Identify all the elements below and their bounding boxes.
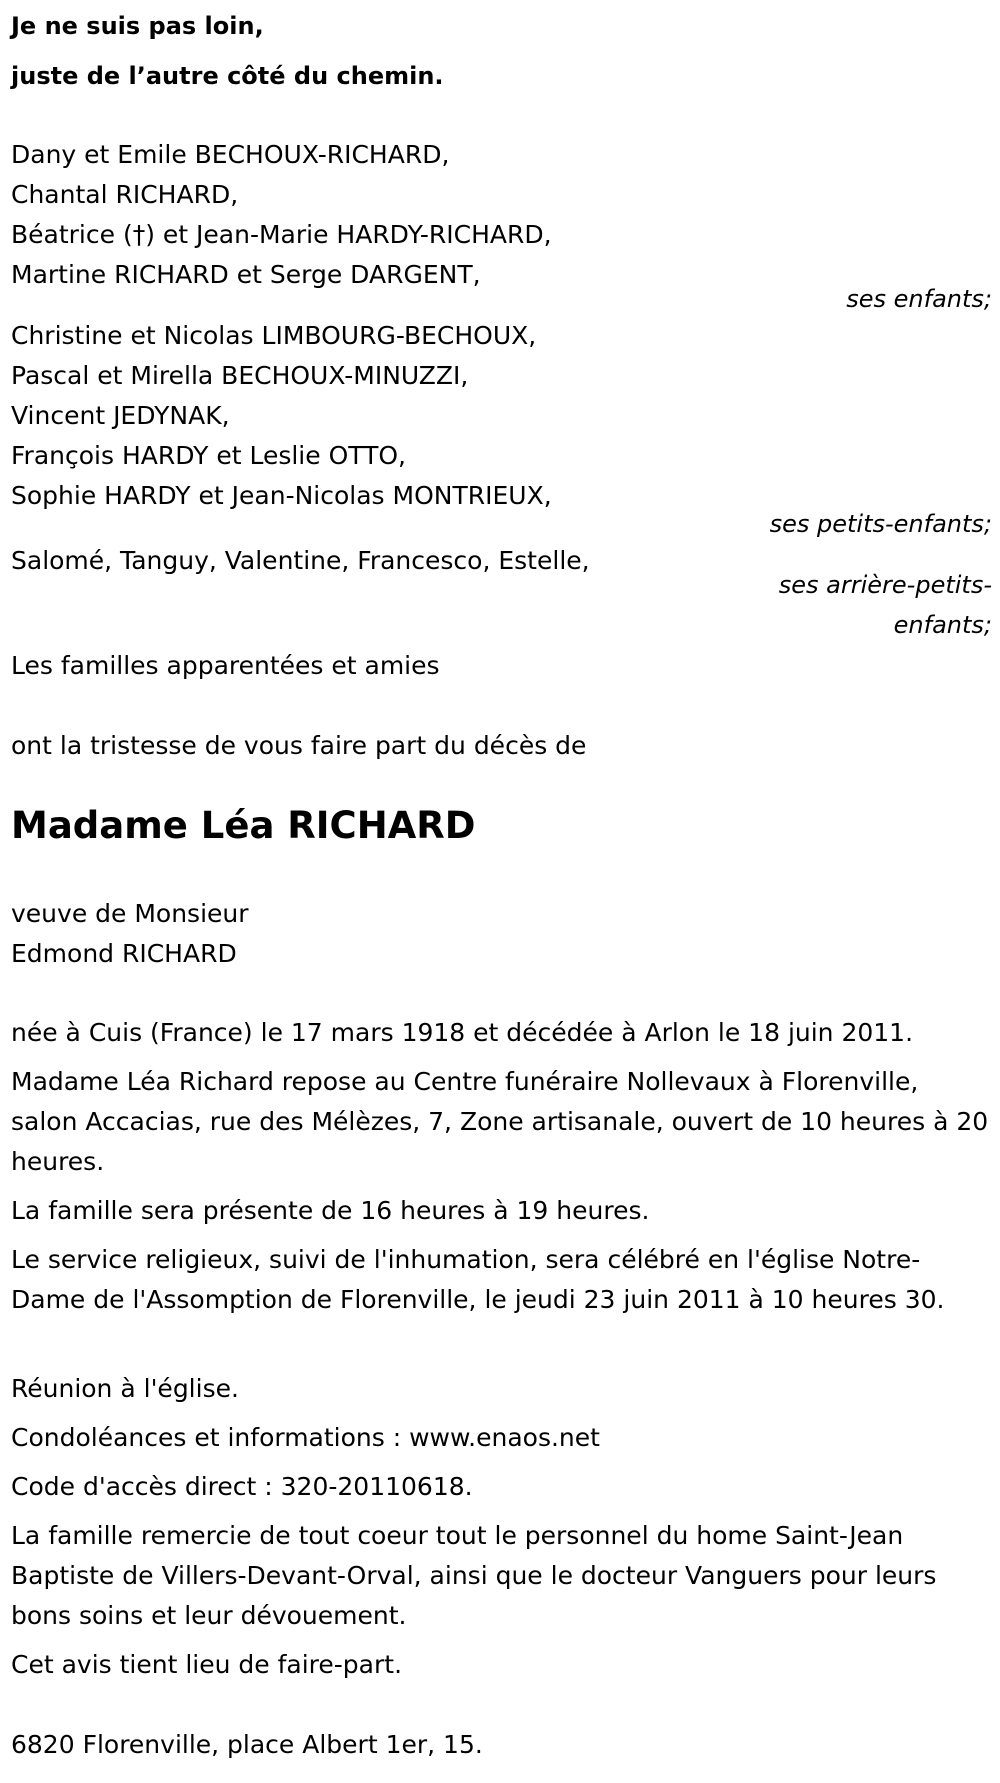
list-item: Martine RICHARD et Serge DARGENT,: [11, 260, 481, 289]
list-item: Sophie HARDY et Jean-Nicolas MONTRIEUX,: [11, 481, 552, 510]
list-item: Béatrice (†) et Jean-Marie HARDY-RICHARD,: [11, 220, 552, 249]
grandchildren-list: [11, 316, 552, 516]
motto: [11, 1, 444, 101]
widow-line: Edmond RICHARD: [11, 939, 237, 968]
paragraph: Le service religieux, suivi de l'inhumation, sera célébré en l'église Notre-Dame de l'Assomption de Florenville, le jeudi 23 juin 2011 à 10 heures 30.: [11, 1245, 945, 1314]
announcement: ont la tristesse de vous faire part du décès de: [11, 731, 587, 760]
role-line: enfants;: [893, 611, 992, 639]
paragraph: Condoléances et informations : www.enaos.net: [11, 1423, 600, 1452]
families-line: Les familles apparentées et amies: [11, 651, 440, 680]
children-role: ses enfants;: [846, 285, 992, 313]
deceased-name: Madame Léa RICHARD: [11, 804, 476, 847]
great-grandchildren-role: [779, 565, 992, 645]
birth-death: née à Cuis (France) le 17 mars 1918 et décédée à Arlon le 18 juin 2011.: [11, 1018, 914, 1047]
paragraph: Cet avis tient lieu de faire-part.: [11, 1650, 403, 1679]
paragraph: La famille sera présente de 16 heures à 19 heures.: [11, 1196, 650, 1225]
list-item: Chantal RICHARD,: [11, 180, 239, 209]
widow-of: [11, 894, 249, 974]
grandchildren-role: ses petits-enfants;: [769, 510, 992, 538]
role-line: ses arrière-petits-: [778, 571, 992, 599]
great-grandchildren-list: [11, 541, 590, 581]
list-item: Vincent JEDYNAK,: [11, 401, 230, 430]
list-item: François HARDY et Leslie OTTO,: [11, 441, 406, 470]
paragraph: La famille remercie de tout coeur tout le personnel du home Saint-Jean Baptiste de Villers-Devant-Orval, ainsi que le docteur Vanguers pour leurs bons soins et leur dévouement.: [11, 1521, 937, 1630]
list-item: Pascal et Mirella BECHOUX-MINUZZI,: [11, 361, 469, 390]
list-item: Dany et Emile BECHOUX-RICHARD,: [11, 140, 450, 169]
paragraph: Code d'accès direct : 320-20110618.: [11, 1472, 473, 1501]
list-item: Salomé, Tanguy, Valentine, Francesco, Estelle,: [11, 546, 590, 575]
motto-line: juste de l’autre côté du chemin.: [11, 62, 444, 90]
address: 6820 Florenville, place Albert 1er, 15.: [11, 1730, 483, 1759]
children-list: [11, 135, 552, 295]
paragraph: Réunion à l'église.: [11, 1374, 239, 1403]
motto-line: Je ne suis pas loin,: [11, 12, 264, 40]
paragraph: Madame Léa Richard repose au Centre funéraire Nollevaux à Florenville, salon Accacias, rue des Mélèzes, 7, Zone artisanale, ouvert de 10 heures à 20 heures.: [11, 1067, 989, 1176]
list-item: Christine et Nicolas LIMBOURG-BECHOUX,: [11, 321, 537, 350]
widow-line: veuve de Monsieur: [11, 899, 249, 928]
